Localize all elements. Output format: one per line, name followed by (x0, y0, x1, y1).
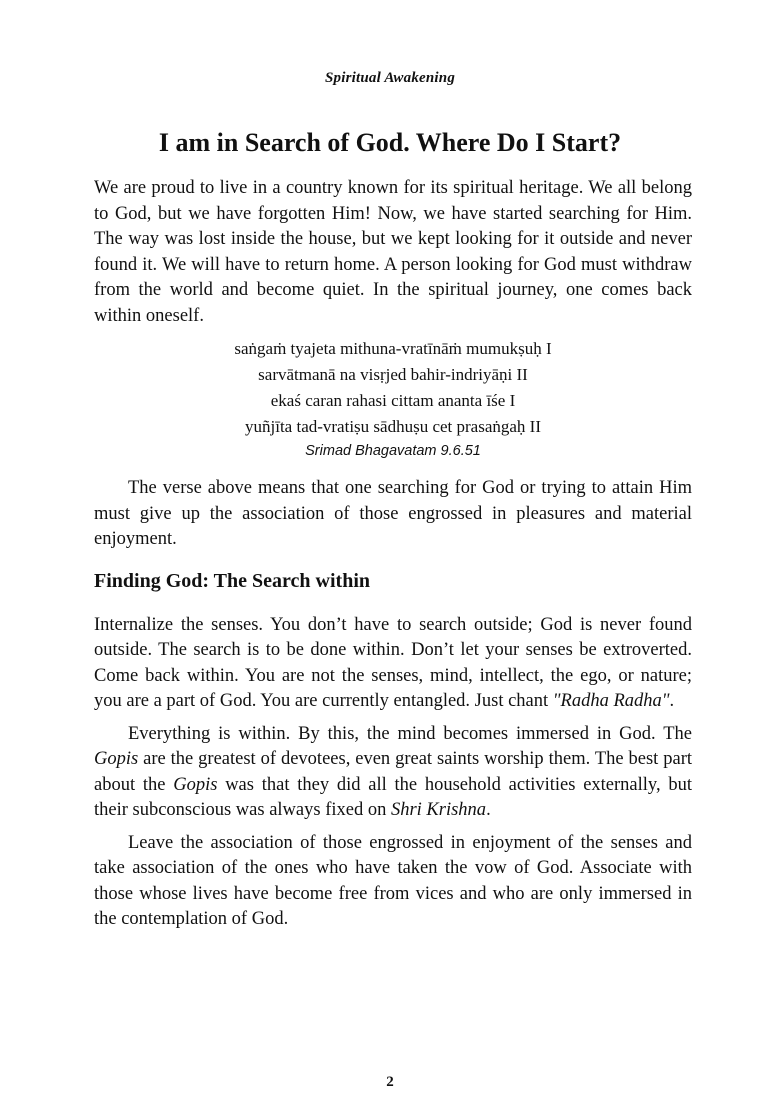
running-head: Spiritual Awakening (324, 70, 456, 86)
section-paragraph-3: Leave the association of those engrossed in enjoyment of the senses and take association of the ones who have taken the vow of God. Associate with those whose lives have become free from vices and who are only immersed in the contemplation of God. (94, 832, 692, 929)
intro-paragraph: We are proud to live in a country known for its spiritual heritage. We all belong to God, but we have forgotten Him! Now, we have started searching for Him. The way was lost inside the house, but we kept looking for it outside and never found it. We will have to return home. A person looking for God must withdraw from the world and become quiet. In the spiritual journey, one comes back within oneself. (94, 178, 692, 326)
sanskrit-verse (94, 336, 692, 462)
paragraph-text: . (486, 800, 491, 820)
paragraph-text: are the greatest of devotees, even great saints worship them. The best part about the (94, 749, 692, 795)
section-paragraph-1 (94, 613, 692, 715)
paragraph-text: . (669, 691, 675, 711)
page-number: 2 (386, 1074, 394, 1090)
verse-line: saṅgaṁ tyajeta mithuna-vratīnāṁ mumukṣuḥ I (234, 339, 552, 358)
italic-term: Shri Krishna (390, 800, 487, 820)
page-title: I am in Search of God. Where Do I Start? (158, 128, 622, 157)
section-paragraph-2 (94, 722, 692, 824)
italic-term: Gopis (173, 774, 218, 795)
italic-phrase: "Radha Radha" (552, 691, 670, 711)
verse-line: sarvātmanā na visṛjed bahir-indriyāṇi II (258, 365, 528, 384)
page-body (94, 176, 692, 933)
verse-explanation-paragraph: The verse above means that one searching for God or trying to attain Him must give up the association of those engrossed in pleasures and material enjoyment. (94, 478, 692, 549)
verse-line: yuñjīta tad-vratiṣu sādhuṣu cet prasaṅgaḥ II (245, 417, 541, 436)
paragraph-text: was that they did all the household activities externally, but their subconscious was always fixed on (94, 774, 692, 820)
verse-source: Srimad Bhagavatam 9.6.51 (305, 443, 481, 459)
paragraph-text: Everything is within. By this, the mind becomes immersed in God. The (128, 723, 692, 744)
paragraph-text: Internalize the senses. You don’t have to search outside; God is never found outside. The search is to be done within. Don’t let your senses be extroverted. Come back within. You are not the senses, mind, intellect, the ego, or nature; you are a part of God. You are currently entangled. Just chant (94, 614, 692, 711)
section-heading: Finding God: The Search within (94, 569, 370, 592)
italic-term: Gopis (94, 749, 139, 769)
verse-line: ekaś caran rahasi cittam ananta īśe I (270, 391, 516, 410)
